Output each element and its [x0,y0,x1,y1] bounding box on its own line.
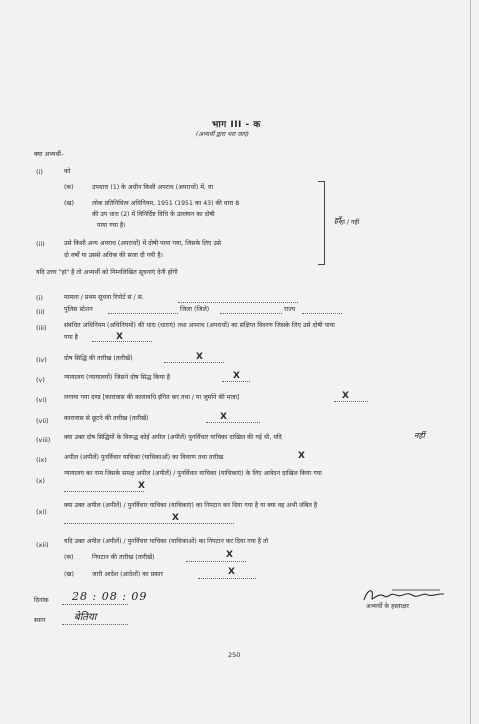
cross-mark: X [172,513,179,523]
answer-bracket [318,181,325,265]
yes-no-option: हां / नहीं [340,219,360,226]
cross-mark: X [116,332,123,342]
detail-text: लगाया गया दण्ड [कारावास की कालावधि इंगित कर तथा / या जुर्माने की मात्रा] [64,394,240,401]
scan-edge-line [470,0,471,724]
detail-number: (iv) [36,356,47,364]
district-label: जिला (जिले) [180,306,210,313]
fill-line [108,306,178,314]
item-i-number: (i) [36,168,43,176]
detail-number: (xii) [36,541,49,549]
fill-line [164,355,224,363]
cross-mark: X [226,550,233,560]
cross-mark: X [196,352,203,362]
item-i-text: को [64,168,71,175]
date-label: दिनांक [34,597,49,604]
detail-number: (ii) [36,308,45,316]
cross-mark: X [233,371,240,381]
fill-line [186,554,246,562]
item-i-b-line1: लोक प्रतिनिधित्व अधिनियम, 1951 (1951 का 43) की धारा 8 [92,200,240,207]
detail-text: क्या उक्त अपील (अपीलें) / पुनर्विचार याचिका (याचिकाएं) का निपटान कर दिया गया है या क्या वह अभी लंबित है [64,502,318,509]
detail-text: पुलिस स्टेशन [64,306,93,313]
fill-line [302,306,342,314]
detail-text: दोष सिद्धि की तारीख (तारीखें) [64,355,133,362]
item-ii-line2: दो वर्षों या उससे अधिक की सजा दी गयी है। [64,252,163,259]
handwritten-answer: नहीं [414,431,425,440]
fill-line [198,571,256,579]
item-i-b-line2: की उप धारा (2) में विनिर्दिष्ट विधि के उल्लंघन का दोषी [92,211,215,218]
detail-number: (iii) [36,324,47,332]
item-i-a-text: उपधारा (1) के अधीन किसी अपराध (अपराधों) में, या [92,184,214,191]
sub-item-text: जारी आदेश (आदेशों) का प्रकार [92,571,164,578]
detail-number: (v) [36,376,45,384]
detail-text: यदि उक्त अपील (अपीलें) / पुनर्विचार याचिका (याचिकाओं) का निपटान कर दिया गया है तो [64,538,269,545]
detail-text: क्या उक्त दोष सिद्धियों के विरूद्ध कोई अपील (अपीलें) पुनर्विचार याचिका दाखिल की गई थी, यदि [64,434,282,441]
detail-number: (x) [36,477,45,485]
page-number: 250 [228,651,241,659]
condition-text: यदि उत्तर "हां" है तो अभ्यर्थी को निम्नलिखित सूचनाएं देनी होंगी [36,269,178,276]
detail-number: (vii) [36,417,49,425]
item-i-b-line3: पाया गया है। [97,222,126,229]
state-label: राज्य [284,306,296,313]
detail-number: (xi) [36,508,47,516]
place-label: स्थान [34,617,46,624]
cross-mark: X [228,567,235,577]
sub-item-label: (ख) [64,571,74,578]
detail-text: अपील (अपीलें) पुनर्विचार याचिका (याचिकाओं) का विवरण तथा तारीख [64,454,224,461]
handwritten-answer: हाँ [334,216,341,225]
place-value: बेतिया [74,612,97,623]
detail-text: मामला / प्रथम सूचना रिपोर्ट सं / सं. [64,294,144,301]
signature-caption: अभ्यर्थी के हस्ताक्षर [366,603,409,610]
item-i-b-label: (ख) [64,200,74,207]
detail-text: संबंधित अधिनियम (अधिनियमों) की धारा (धाराएं) तथा अपराध (अपराधों) का संक्षिप्त विवरण जिसके लिए उसे दोषी पाया [64,322,335,329]
detail-text: न्यायालय का नाम जिसके समक्ष अपील (अपीलें) / पुनर्विचार याचिका (याचिकाएं) के लिए आवेदन दाखिल किया गया [64,470,322,477]
intro-text: क्या अभ्यर्थी– [34,151,65,158]
detail-number: (vi) [36,396,47,404]
fill-line [334,394,368,402]
detail-text-continued: गया है [64,334,78,341]
detail-number: (i) [36,294,43,302]
fill-line [220,306,282,314]
sub-item-label: (क) [64,554,74,561]
detail-number: (ix) [36,456,47,464]
cross-mark: X [298,451,305,461]
fill-line [64,516,234,524]
item-ii-number: (ii) [36,240,45,248]
page-subtitle: (अभ्यर्थी द्वारा भरा जाए) [196,131,249,138]
sub-item-text: निपटान की तारीख (तारीखें) [92,554,155,561]
fill-line [64,484,144,492]
cross-mark: X [138,481,145,491]
item-ii-line1: उसे किसी अन्य अपराध (अपराधों) में दोषी पाया गया, जिसके लिए उसे [64,240,221,247]
detail-number: (viii) [36,436,51,444]
cross-mark: X [220,412,227,422]
date-value: 28 : 08 : 09 [72,590,148,603]
detail-text: कारावास से छूटने की तारीख (तारीखें) [64,415,149,422]
detail-text: न्यायालय (न्यायालयों) जिसने दोष सिद्ध किया है [64,374,171,381]
fill-line [206,415,260,423]
fill-line [178,295,298,303]
cross-mark: X [342,391,349,401]
item-i-a-label: (क) [64,184,74,191]
page-title: भाग III - क [212,120,261,130]
